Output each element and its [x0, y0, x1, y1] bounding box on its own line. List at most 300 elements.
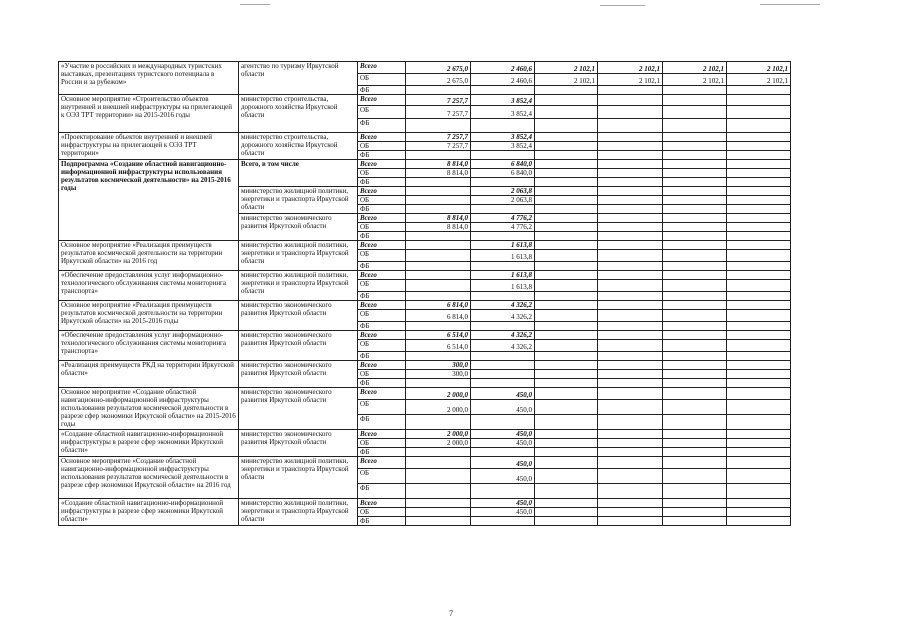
funding-source-cell: ФБ	[358, 205, 406, 214]
budget-table	[58, 61, 791, 526]
amount-cell	[535, 223, 598, 232]
amount-cell	[598, 439, 663, 448]
table-row	[59, 430, 791, 439]
amount-cell	[406, 415, 471, 430]
amount-cell	[535, 119, 598, 133]
amount-cell	[406, 205, 471, 214]
amount-cell	[663, 517, 727, 526]
activity-name-cell: «Создание областной навигационно-информационной инфраструктуры в разрезе сфер экономики Иркутской области»	[59, 499, 239, 526]
funding-source-cell: ФБ	[358, 262, 406, 271]
funding-source-cell: ФБ	[358, 517, 406, 526]
amount-cell	[663, 133, 727, 142]
amount-cell	[406, 499, 471, 508]
amount-cell: 6 840,0	[471, 169, 535, 178]
funding-source-cell: Всего	[358, 301, 406, 310]
amount-cell	[406, 379, 471, 388]
amount-cell	[535, 160, 598, 169]
funding-source-cell: ФБ	[358, 415, 406, 430]
amount-cell	[663, 301, 727, 310]
funding-source-cell: ОБ	[358, 106, 406, 119]
amount-cell	[535, 457, 598, 469]
funding-source-cell: Всего	[358, 361, 406, 370]
amount-cell	[535, 214, 598, 223]
amount-cell	[535, 142, 598, 151]
funding-source-cell: ОБ	[358, 508, 406, 517]
amount-cell	[598, 499, 663, 508]
amount-cell: 6 514,0	[406, 331, 471, 340]
amount-cell	[535, 86, 598, 95]
amount-cell: 7 257,7	[406, 133, 471, 142]
amount-cell	[727, 133, 791, 142]
amount-cell	[663, 340, 727, 352]
funding-source-cell: ОБ	[358, 469, 406, 484]
funding-source-cell: Всего	[358, 214, 406, 223]
funding-source-cell: ОБ	[358, 310, 406, 322]
amount-cell	[663, 241, 727, 250]
amount-cell	[535, 106, 598, 119]
amount-cell	[663, 388, 727, 400]
amount-cell	[663, 178, 727, 187]
activity-name-cell: «Участие в российских и международных туристских выставках, презентациях туристского потенциала в России и за рубежом»	[59, 62, 239, 95]
amount-cell	[535, 196, 598, 205]
funding-source-cell: Всего	[358, 499, 406, 508]
amount-cell	[598, 352, 663, 361]
scan-artifact	[600, 5, 645, 6]
amount-cell	[471, 292, 535, 301]
funding-source-cell: ОБ	[358, 250, 406, 262]
amount-cell	[535, 388, 598, 400]
amount-cell	[535, 301, 598, 310]
amount-cell: 2 102,1	[598, 62, 663, 74]
amount-cell: 450,0	[471, 430, 535, 439]
amount-cell	[598, 280, 663, 292]
amount-cell	[535, 95, 598, 106]
executor-cell: министерство жилищной политики, энергетики и транспорта Иркутской области	[239, 241, 358, 271]
amount-cell: 450,0	[471, 508, 535, 517]
amount-cell: 7 257,7	[406, 106, 471, 119]
amount-cell	[663, 151, 727, 160]
amount-cell	[406, 469, 471, 484]
amount-cell	[727, 187, 791, 196]
amount-cell	[598, 106, 663, 119]
amount-cell	[406, 86, 471, 95]
amount-cell	[535, 400, 598, 415]
executor-cell: министерство экономического развития Иркутской области	[239, 430, 358, 457]
funding-source-cell: Всего	[358, 241, 406, 250]
amount-cell	[727, 370, 791, 379]
table-row	[59, 241, 791, 250]
amount-cell	[598, 301, 663, 310]
amount-cell	[727, 262, 791, 271]
amount-cell	[535, 415, 598, 430]
amount-cell	[727, 223, 791, 232]
amount-cell	[471, 379, 535, 388]
amount-cell	[471, 232, 535, 241]
amount-cell	[535, 448, 598, 457]
amount-cell	[535, 292, 598, 301]
activity-name-cell: Основное мероприятие «Создание областной навигационно-информационной инфраструктуры использования результатов космической деятельности в разрезе сфер экономики Иркутской области» на 2016 год	[59, 457, 239, 499]
amount-cell: 6 814,0	[406, 310, 471, 322]
amount-cell	[535, 352, 598, 361]
amount-cell: 2 000,0	[406, 388, 471, 400]
amount-cell: 6 840,0	[471, 160, 535, 169]
table-row	[59, 95, 791, 106]
amount-cell: 2 102,1	[535, 74, 598, 86]
amount-cell	[727, 352, 791, 361]
amount-cell	[598, 223, 663, 232]
funding-source-cell: ФБ	[358, 232, 406, 241]
amount-cell	[471, 370, 535, 379]
amount-cell: 2 102,1	[727, 62, 791, 74]
executor-cell: агентство по туризму Иркутской области	[239, 62, 358, 95]
amount-cell	[663, 262, 727, 271]
amount-cell	[663, 379, 727, 388]
amount-cell: 8 814,0	[406, 169, 471, 178]
amount-cell	[598, 400, 663, 415]
scan-artifact	[240, 4, 270, 5]
amount-cell	[598, 205, 663, 214]
amount-cell: 2 102,1	[535, 62, 598, 74]
amount-cell	[727, 151, 791, 160]
amount-cell	[471, 415, 535, 430]
amount-cell	[727, 322, 791, 331]
amount-cell	[598, 142, 663, 151]
amount-cell	[663, 415, 727, 430]
amount-cell	[535, 280, 598, 292]
amount-cell	[598, 388, 663, 400]
amount-cell	[663, 310, 727, 322]
amount-cell: 2 102,1	[598, 74, 663, 86]
amount-cell	[598, 430, 663, 439]
amount-cell	[727, 241, 791, 250]
amount-cell	[598, 448, 663, 457]
amount-cell	[727, 499, 791, 508]
amount-cell	[663, 508, 727, 517]
table-row	[59, 133, 791, 142]
funding-source-cell: Всего	[358, 95, 406, 106]
amount-cell	[535, 379, 598, 388]
amount-cell	[727, 205, 791, 214]
amount-cell	[663, 196, 727, 205]
amount-cell	[663, 352, 727, 361]
amount-cell	[663, 169, 727, 178]
amount-cell: 2 102,1	[663, 62, 727, 74]
amount-cell	[727, 517, 791, 526]
amount-cell: 450,0	[471, 499, 535, 508]
funding-source-cell: Всего	[358, 331, 406, 340]
amount-cell: 1 613,8	[471, 241, 535, 250]
page-number: 7	[449, 609, 453, 618]
amount-cell	[535, 340, 598, 352]
amount-cell	[535, 205, 598, 214]
amount-cell	[406, 262, 471, 271]
funding-source-cell: ФБ	[358, 379, 406, 388]
amount-cell	[406, 457, 471, 469]
amount-cell	[406, 484, 471, 499]
amount-cell	[406, 508, 471, 517]
amount-cell	[727, 484, 791, 499]
amount-cell: 450,0	[471, 469, 535, 484]
amount-cell: 3 852,4	[471, 133, 535, 142]
amount-cell	[727, 86, 791, 95]
amount-cell	[727, 214, 791, 223]
funding-source-cell: ОБ	[358, 196, 406, 205]
amount-cell: 2 102,1	[727, 74, 791, 86]
executor-cell: министерство строительства, дорожного хозяйства Иркутской области	[239, 95, 358, 133]
amount-cell	[663, 499, 727, 508]
table-body	[59, 62, 791, 526]
amount-cell: 4 326,2	[471, 310, 535, 322]
amount-cell	[535, 430, 598, 439]
executor-cell: Всего, в том числе	[239, 160, 358, 187]
funding-source-cell: ОБ	[358, 340, 406, 352]
amount-cell: 2 000,0	[406, 430, 471, 439]
amount-cell: 6 514,0	[406, 340, 471, 352]
funding-source-cell: ОБ	[358, 74, 406, 86]
table-row	[59, 361, 791, 370]
table-row	[59, 388, 791, 400]
activity-name-cell: «Проектирование объектов внутренней и внешней инфраструктуры на прилегающей к ОЭЗ ТРТ территории»	[59, 133, 239, 160]
table-row	[59, 499, 791, 508]
funding-source-cell: Всего	[358, 187, 406, 196]
amount-cell	[406, 196, 471, 205]
amount-cell	[727, 95, 791, 106]
amount-cell	[406, 178, 471, 187]
amount-cell	[727, 379, 791, 388]
amount-cell	[598, 322, 663, 331]
funding-source-cell: ОБ	[358, 169, 406, 178]
amount-cell	[406, 292, 471, 301]
amount-cell	[406, 448, 471, 457]
amount-cell	[598, 187, 663, 196]
amount-cell	[598, 119, 663, 133]
amount-cell	[663, 370, 727, 379]
amount-cell: 2 460,6	[471, 62, 535, 74]
amount-cell	[727, 400, 791, 415]
table-row	[59, 271, 791, 280]
amount-cell	[535, 232, 598, 241]
amount-cell	[663, 214, 727, 223]
amount-cell	[663, 331, 727, 340]
amount-cell: 8 814,0	[406, 214, 471, 223]
amount-cell	[535, 469, 598, 484]
amount-cell	[471, 178, 535, 187]
amount-cell	[598, 160, 663, 169]
amount-cell	[471, 352, 535, 361]
amount-cell	[663, 280, 727, 292]
amount-cell	[663, 223, 727, 232]
amount-cell	[471, 119, 535, 133]
amount-cell	[598, 169, 663, 178]
funding-source-cell: ФБ	[358, 292, 406, 301]
amount-cell: 8 814,0	[406, 160, 471, 169]
funding-source-cell: Всего	[358, 457, 406, 469]
amount-cell	[406, 187, 471, 196]
amount-cell	[663, 250, 727, 262]
amount-cell	[727, 301, 791, 310]
executor-cell: министерство экономического развития Иркутской области	[239, 331, 358, 361]
amount-cell	[406, 241, 471, 250]
funding-source-cell: ОБ	[358, 400, 406, 415]
amount-cell	[535, 187, 598, 196]
funding-source-cell: ФБ	[358, 86, 406, 95]
executor-cell: министерство экономического развития Иркутской области	[239, 301, 358, 331]
amount-cell	[663, 205, 727, 214]
amount-cell	[727, 106, 791, 119]
executor-cell: министерство жилищной политики, энергетики и транспорта Иркутской области	[239, 187, 358, 214]
amount-cell	[727, 271, 791, 280]
amount-cell	[727, 142, 791, 151]
amount-cell: 300,0	[406, 361, 471, 370]
table-row	[59, 62, 791, 74]
amount-cell	[471, 262, 535, 271]
amount-cell	[471, 448, 535, 457]
amount-cell	[598, 271, 663, 280]
amount-cell	[406, 280, 471, 292]
amount-cell	[535, 331, 598, 340]
amount-cell	[471, 484, 535, 499]
funding-source-cell: ОБ	[358, 280, 406, 292]
amount-cell	[406, 352, 471, 361]
amount-cell: 2 675,0	[406, 74, 471, 86]
amount-cell	[663, 232, 727, 241]
amount-cell	[598, 370, 663, 379]
amount-cell	[535, 271, 598, 280]
amount-cell	[406, 151, 471, 160]
funding-source-cell: Всего	[358, 160, 406, 169]
amount-cell	[598, 262, 663, 271]
amount-cell: 1 613,8	[471, 271, 535, 280]
amount-cell	[406, 322, 471, 331]
amount-cell	[663, 484, 727, 499]
amount-cell	[663, 292, 727, 301]
executor-cell: министерство экономического развития Иркутской области	[239, 214, 358, 241]
amount-cell: 1 613,8	[471, 280, 535, 292]
amount-cell	[598, 250, 663, 262]
executor-cell: министерство экономического развития Иркутской области	[239, 361, 358, 388]
amount-cell	[727, 119, 791, 133]
amount-cell	[535, 250, 598, 262]
amount-cell	[727, 178, 791, 187]
amount-cell: 7 257,7	[406, 95, 471, 106]
amount-cell: 2 063,8	[471, 187, 535, 196]
amount-cell	[598, 517, 663, 526]
amount-cell	[598, 469, 663, 484]
amount-cell	[598, 457, 663, 469]
amount-cell: 2 102,1	[663, 74, 727, 86]
amount-cell	[727, 388, 791, 400]
amount-cell	[535, 361, 598, 370]
amount-cell	[471, 517, 535, 526]
amount-cell	[471, 361, 535, 370]
amount-cell	[598, 133, 663, 142]
amount-cell	[727, 508, 791, 517]
amount-cell	[727, 169, 791, 178]
amount-cell	[663, 86, 727, 95]
amount-cell	[535, 508, 598, 517]
funding-source-cell: ФБ	[358, 484, 406, 499]
amount-cell	[598, 241, 663, 250]
amount-cell	[663, 448, 727, 457]
amount-cell	[663, 400, 727, 415]
amount-cell	[471, 86, 535, 95]
amount-cell	[598, 331, 663, 340]
amount-cell	[663, 469, 727, 484]
activity-name-cell: Основное мероприятие «Создание областной навигационно-информационной инфраструктуры использования результатов космической деятельности в разрезе сфер экономики Иркутской области» на 2015-2016 годы	[59, 388, 239, 430]
funding-source-cell: Всего	[358, 430, 406, 439]
amount-cell: 300,0	[406, 370, 471, 379]
amount-cell	[535, 499, 598, 508]
activity-name-cell: Основное мероприятие «Реализация преимуществ результатов космической деятельности на территории Иркутской области» на 2015-2016 годы	[59, 301, 239, 331]
amount-cell: 6 814,0	[406, 301, 471, 310]
activity-name-cell: «Обеспечение предоставления услуг информационно-технологического обслуживания системы мониторинга транспорта»	[59, 331, 239, 361]
amount-cell: 8 814,0	[406, 223, 471, 232]
amount-cell	[598, 86, 663, 95]
funding-source-cell: Всего	[358, 271, 406, 280]
funding-source-cell: ФБ	[358, 178, 406, 187]
amount-cell	[727, 310, 791, 322]
executor-cell: министерство экономического развития Иркутской области	[239, 388, 358, 430]
amount-cell	[727, 250, 791, 262]
amount-cell	[406, 232, 471, 241]
amount-cell	[406, 119, 471, 133]
amount-cell	[535, 133, 598, 142]
activity-name-cell: «Реализация преимуществ РКД на территории Иркутской области»	[59, 361, 239, 388]
amount-cell	[535, 178, 598, 187]
amount-cell	[598, 310, 663, 322]
amount-cell	[727, 232, 791, 241]
executor-cell: министерство жилищной политики, энергетики и транспорта Иркутской области	[239, 499, 358, 526]
amount-cell	[471, 151, 535, 160]
activity-name-cell: Основное мероприятие «Реализация преимуществ результатов космической деятельности на территории Иркутской области» на 2016 год	[59, 241, 239, 271]
funding-source-cell: ОБ	[358, 142, 406, 151]
amount-cell	[598, 361, 663, 370]
amount-cell	[598, 484, 663, 499]
activity-name-cell: «Обеспечение предоставления услуг информационно-технологического обслуживания системы мониторинга транспорта»	[59, 271, 239, 301]
amount-cell	[727, 280, 791, 292]
scan-artifact	[760, 4, 820, 5]
amount-cell: 450,0	[471, 388, 535, 400]
amount-cell	[727, 361, 791, 370]
amount-cell	[727, 415, 791, 430]
amount-cell	[727, 340, 791, 352]
activity-name-cell: Подпрограмма «Создание областной навигационно-информационной инфраструктуры использования результатов космической деятельности» на 2015-2016 годы	[59, 160, 239, 241]
amount-cell	[663, 95, 727, 106]
amount-cell	[598, 178, 663, 187]
table-row	[59, 331, 791, 340]
amount-cell: 4 776,2	[471, 223, 535, 232]
funding-source-cell: Всего	[358, 62, 406, 74]
funding-source-cell: ОБ	[358, 439, 406, 448]
amount-cell: 7 257,7	[406, 142, 471, 151]
amount-cell	[598, 379, 663, 388]
amount-cell	[535, 169, 598, 178]
amount-cell	[727, 292, 791, 301]
funding-source-cell: ФБ	[358, 119, 406, 133]
amount-cell	[406, 271, 471, 280]
amount-cell: 3 852,4	[471, 95, 535, 106]
amount-cell: 2 000,0	[406, 439, 471, 448]
amount-cell	[471, 322, 535, 331]
amount-cell	[535, 241, 598, 250]
amount-cell	[535, 151, 598, 160]
table-row	[59, 160, 791, 169]
amount-cell	[535, 484, 598, 499]
amount-cell	[598, 196, 663, 205]
amount-cell: 2 063,8	[471, 196, 535, 205]
amount-cell	[535, 439, 598, 448]
amount-cell	[663, 187, 727, 196]
